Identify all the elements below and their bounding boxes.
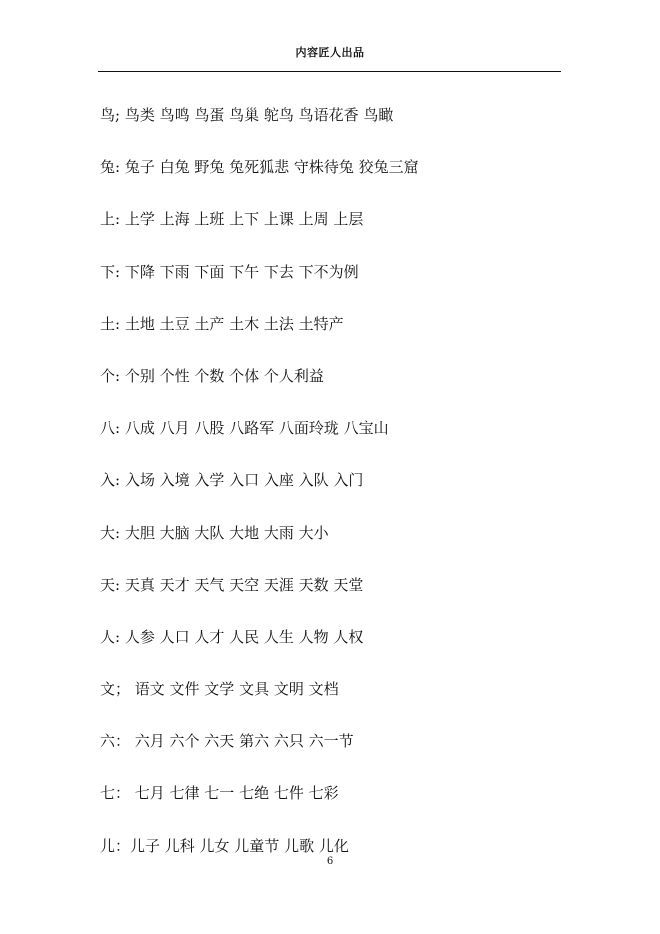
word-entry: 文； 语文 文件 文学 文具 文明 文档 [100,680,339,699]
word-entry: 儿：儿子 儿科 儿女 儿童节 儿歌 儿化 [100,836,349,855]
page-number: 6 [326,856,334,867]
word-entry: 鸟; 鸟类 鸟鸣 鸟蛋 鸟巢 鸵鸟 鸟语花香 鸟瞰 [100,106,394,124]
word-entry: 天: 天真 天才 天气 天空 天涯 天数 天堂 [100,575,364,594]
word-entry: 入: 入场 入境 入学 入口 入座 入队 入门 [100,471,364,490]
word-list [100,102,560,885]
word-entry: 七： 七月 七律 七一 七绝 七件 七彩 [100,784,339,803]
header-divider [98,71,561,72]
word-entry: 八: 八成 八月 八股 八路军 八面玲珑 八宝山 [100,419,389,438]
word-entry: 土: 土地 土豆 土产 土木 土法 土特产 [100,314,344,333]
word-entry: 大: 大胆 大脑 大队 大地 大雨 大小 [100,523,329,542]
word-entry: 兔: 兔子 白兔 野兔 兔死狐悲 守株待兔 狡兔三窟 [100,158,419,177]
word-entry: 人: 人参 人口 人才 人民 人生 人物 人权 [100,627,364,646]
word-entry: 下: 下降 下雨 下面 下午 下去 下不为例 [100,262,359,281]
word-entry: 六： 六月 六个 六天 第六 六只 六一节 [100,732,354,751]
word-entry: 上: 上学 上海 上班 上下 上课 上周 上层 [100,210,364,229]
page-header-title: 内容匠人出品 [295,46,365,59]
word-entry: 个: 个别 个性 个数 个体 个人利益 [100,366,324,385]
